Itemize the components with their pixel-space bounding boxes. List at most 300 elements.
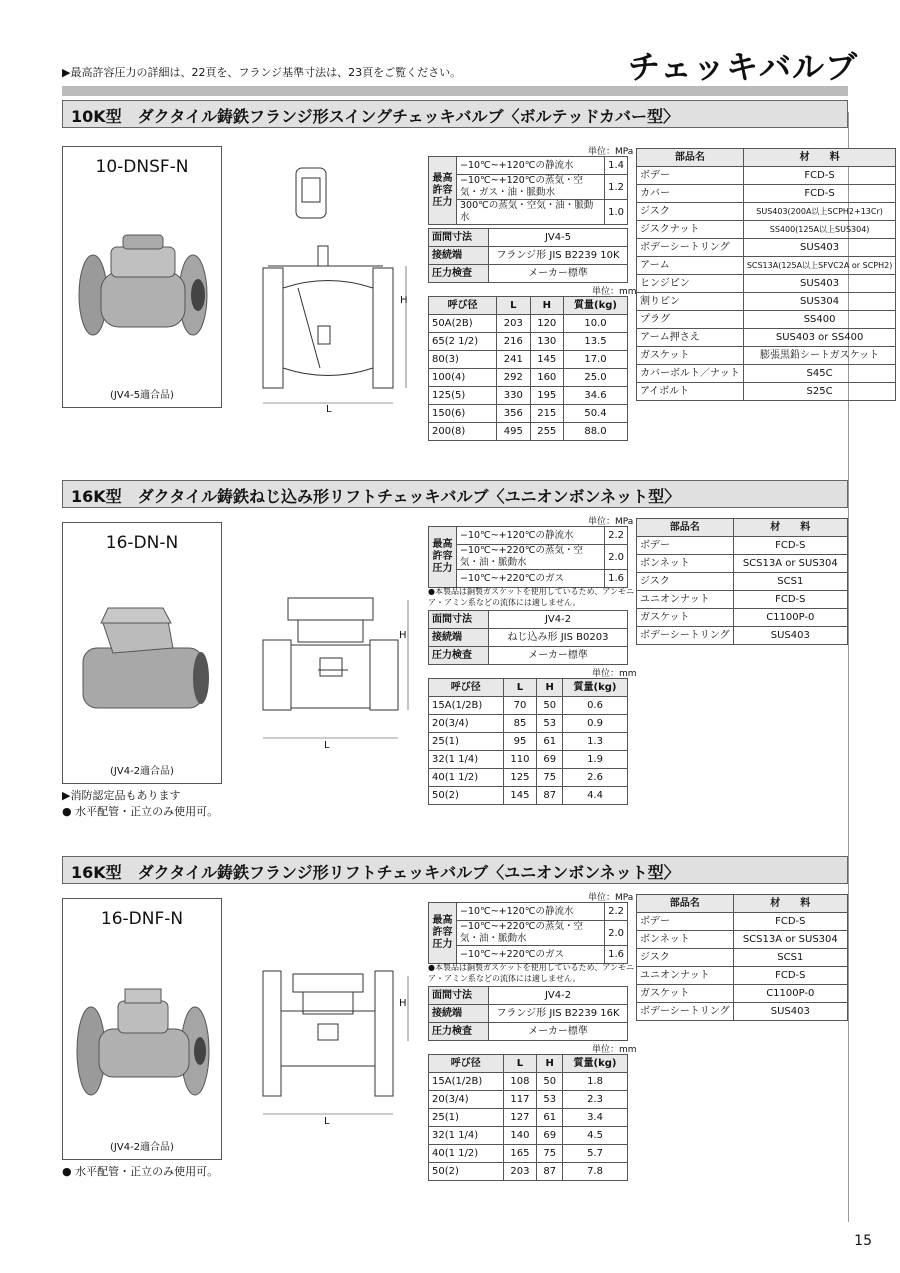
dimension-cell: 2.3 [563,1091,628,1109]
part-name: アイボルト [637,383,744,401]
dimension-cell: 15A(1/2B) [429,697,504,715]
pressure-label-char: 力 [442,563,453,574]
part-name: プラグ [637,311,744,329]
dimension-row [429,423,628,441]
dimension-row [429,1145,628,1163]
dimension-cell: 95 [503,733,537,751]
spec-value: メーカー標準 [489,1023,628,1041]
spec-value: ねじ込み形 JIS B0203 [489,629,628,647]
part-material: 膨張黒鉛シートガスケット [743,347,896,365]
parts-table [636,148,896,401]
dimension-cell: 4.5 [563,1127,628,1145]
part-name: ガスケット [637,347,744,365]
title-bar [62,86,848,96]
parts-header-cell: 部品名 [637,519,734,537]
part-material: SCS13A(125A以上SFVC2A or SCPH2) [743,257,896,275]
header-note: ▶最高許容圧力の詳細は、22頁を、フランジ基準寸法は、23頁をご覧ください。 [62,66,462,79]
part-material: SUS403 [733,627,847,645]
product-photo-frame [62,522,222,784]
dimension-cell: 125(5) [429,387,497,405]
pressure-table [428,526,628,588]
material-note: ●本製品は銅製ガスケットを使用しているため、アンモニア・アミン系などの流体には適しません。 [428,963,634,983]
product-photo-frame [62,146,222,408]
dimension-cell: 50(2) [429,787,504,805]
pressure-value: 1.4 [605,157,628,175]
pressure-condition: −10℃~+120℃の静流水 [457,903,605,921]
dimension-cell: 130 [530,333,563,351]
pressure-condition: −10℃~+220℃のガス [457,946,605,964]
parts-row [637,293,896,311]
pressure-label-char: 圧 [432,939,443,950]
spec-key: 圧力検査 [429,1023,489,1041]
spec-key: 接続端 [429,247,489,265]
part-name: アーム [637,257,744,275]
dimension-cell: 34.6 [563,387,627,405]
parts-row [637,167,896,185]
part-material: C1100P-0 [733,609,847,627]
dimension-cell: 50 [537,697,563,715]
section-heading: 16K型 ダクタイル鋳鉄ねじ込み形リフトチェッキバルブ〈ユニオンボンネット型〉 [62,480,848,508]
part-name: ガスケット [637,609,734,627]
dimension-cell: 200(8) [429,423,497,441]
pressure-value: 2.2 [605,903,628,921]
footnote: ● 水平配管・正立のみ使用可。 [62,805,219,818]
dimension-cell: 53 [537,1091,563,1109]
dimension-cell: 50 [537,1073,563,1091]
dimension-header-cell: H [530,297,563,315]
spec-row [429,229,628,247]
dimension-cell: 165 [503,1145,537,1163]
dimension-cell: 5.7 [563,1145,628,1163]
dimension-cell: 20(3/4) [429,715,504,733]
dimension-cell: 10.0 [563,315,627,333]
dimension-row [429,1073,628,1091]
spec-value: JV4-2 [489,987,628,1005]
part-name: ジスク [637,203,744,221]
part-name: ユニオンナット [637,591,734,609]
compat-note: (JV4-2適合品) [110,766,174,777]
part-material: FCD-S [733,591,847,609]
pressure-value: 2.2 [605,527,628,545]
dimension-header-cell: 呼び径 [429,297,497,315]
dimension-cell: 150(6) [429,405,497,423]
spec-value: フランジ形 JIS B2239 10K [489,247,628,265]
parts-row [637,1003,848,1021]
spec-key: 圧力検査 [429,265,489,283]
svg-text:H: H [400,295,408,306]
dimension-cell: 241 [497,351,530,369]
dimension-row [429,1163,628,1181]
model-number: 16-DN-N [105,533,179,553]
dimension-table [428,678,628,805]
dimension-cell: 203 [497,315,530,333]
dimension-cell: 0.9 [563,715,628,733]
pressure-label-char: 最 [432,539,443,550]
spec-row [429,647,628,665]
parts-row [637,203,896,221]
pressure-value: 2.0 [605,921,628,946]
page-title: チェッキバルブ [628,48,859,86]
parts-header-cell: 材 料 [743,149,896,167]
parts-row [637,931,848,949]
dimension-unit: 単位：mm [592,287,637,297]
dimension-header-cell: H [537,1055,563,1073]
dimension-row [429,333,628,351]
product-photo-frame [62,898,222,1160]
dimension-row [429,387,628,405]
part-name: ボンネット [637,555,734,573]
part-material: SUS403 [733,1003,847,1021]
dimension-header-cell: H [537,679,563,697]
footnote: ● 水平配管・正立のみ使用可。 [62,1165,219,1178]
dimension-cell: 4.4 [563,787,628,805]
dimension-cell: 13.5 [563,333,627,351]
pressure-condition: 300℃の蒸気・空気・油・脈動水 [457,200,605,225]
pressure-value: 1.2 [605,175,628,200]
model-number: 16-DNF-N [100,909,184,929]
dimension-header-cell: 質量(kg) [563,297,627,315]
pressure-value: 1.0 [605,200,628,225]
part-name: カバー [637,185,744,203]
part-name: 割りピン [637,293,744,311]
spec-table [428,610,628,665]
pressure-label-char: 最 [432,915,443,926]
part-material: FCD-S [733,537,847,555]
pressure-label-char: 容 [442,927,453,938]
part-material: FCD-S [733,967,847,985]
dimension-row [429,715,628,733]
pressure-label-char: 最 [432,172,443,184]
parts-row [637,555,848,573]
part-name: ユニオンナット [637,967,734,985]
part-material: S25C [743,383,896,401]
part-material: SCS13A or SUS304 [733,555,847,573]
svg-text:H: H [399,630,407,641]
compat-note: (JV4-5適合品) [110,390,174,401]
parts-row [637,329,896,347]
part-material: SUS403 or SS400 [743,329,896,347]
pressure-label [429,527,457,588]
spec-row [429,265,628,283]
dimension-cell: 7.8 [563,1163,628,1181]
pressure-table [428,156,628,225]
dimension-header-cell: L [503,679,537,697]
part-name: ボデーシートリング [637,239,744,257]
pressure-label-char: 許 [432,927,443,938]
part-material: FCD-S [743,185,896,203]
spec-row [429,1005,628,1023]
section-drawing [258,966,423,1130]
parts-row [637,239,896,257]
part-material: SUS403(200A以上SCPH2+13Cr) [743,203,896,221]
dimension-cell: 125 [503,769,537,787]
dimension-cell: 20(3/4) [429,1091,504,1109]
footnote: ▶消防認定品もあります [62,789,181,802]
part-material: C1100P-0 [733,985,847,1003]
dimension-cell: 87 [537,787,563,805]
pressure-label-char: 許 [432,184,443,196]
dimension-row [429,751,628,769]
dimension-cell: 40(1 1/2) [429,1145,504,1163]
dimension-cell: 87 [537,1163,563,1181]
part-name: ジスク [637,573,734,591]
dimension-cell: 1.9 [563,751,628,769]
page-number: 15 [854,1233,872,1249]
pressure-label [429,157,457,225]
dimension-table [428,296,628,441]
parts-row [637,311,896,329]
svg-text:H: H [399,998,407,1009]
pressure-condition: −10℃~+120℃の静流水 [457,157,605,175]
dimension-cell: 69 [537,751,563,769]
parts-header-cell: 部品名 [637,895,734,913]
spec-value: フランジ形 JIS B2239 16K [489,1005,628,1023]
dimension-cell: 0.6 [563,697,628,715]
dimension-row [429,1091,628,1109]
dimension-row [429,697,628,715]
dimension-cell: 3.4 [563,1109,628,1127]
dimension-cell: 25(1) [429,1109,504,1127]
dimension-cell: 80(3) [429,351,497,369]
model-number: 10-DNSF-N [95,157,189,177]
spec-key: 圧力検査 [429,647,489,665]
svg-text:L: L [326,404,332,413]
part-material: SUS304 [743,293,896,311]
part-name: ボデー [637,537,734,555]
spec-table [428,986,628,1041]
dimension-cell: 203 [503,1163,537,1181]
parts-row [637,275,896,293]
dimension-cell: 117 [503,1091,537,1109]
parts-row [637,221,896,239]
dimension-unit: 単位：mm [592,1045,637,1055]
dimension-cell: 292 [497,369,530,387]
spec-key: 接続端 [429,629,489,647]
pressure-unit: 単位：MPa [588,517,634,527]
dimension-table [428,1054,628,1181]
parts-row [637,967,848,985]
parts-header [637,895,848,913]
dimension-row [429,1109,628,1127]
pressure-label-char: 力 [442,196,453,208]
pressure-label-char: 高 [442,539,453,550]
dimension-cell: 50(2) [429,1163,504,1181]
dimension-cell: 50.4 [563,405,627,423]
pressure-label [429,903,457,964]
parts-row [637,573,848,591]
pressure-value: 1.6 [605,570,628,588]
parts-header [637,519,848,537]
pressure-row [429,903,628,921]
part-name: ボデー [637,913,734,931]
part-name: ボデー [637,167,744,185]
spec-row [429,247,628,265]
dimension-row [429,787,628,805]
dimension-header [429,1055,628,1073]
parts-row [637,627,848,645]
part-material: SCS13A or SUS304 [733,931,847,949]
dimension-unit: 単位：mm [592,669,637,679]
dimension-cell: 25(1) [429,733,504,751]
dimension-cell: 53 [537,715,563,733]
dimension-header [429,679,628,697]
dimension-cell: 145 [503,787,537,805]
part-material: SUS403 [743,275,896,293]
pressure-label-char: 容 [442,551,453,562]
pressure-row [429,157,628,175]
dimension-cell: 32(1 1/4) [429,1127,504,1145]
dimension-cell: 1.3 [563,733,628,751]
parts-row [637,949,848,967]
spec-key: 面間寸法 [429,229,489,247]
dimension-cell: 110 [503,751,537,769]
parts-header-cell: 材 料 [733,519,847,537]
pressure-condition: −10℃~+120℃の蒸気・空気・ガス・油・脈動水 [457,175,605,200]
dimension-cell: 108 [503,1073,537,1091]
part-name: ジスク [637,949,734,967]
part-name: ガスケット [637,985,734,1003]
dimension-cell: 17.0 [563,351,627,369]
dimension-cell: 215 [530,405,563,423]
dimension-row [429,769,628,787]
dimension-cell: 75 [537,769,563,787]
dimension-cell: 50A(2B) [429,315,497,333]
part-material: S45C [743,365,896,383]
spec-row [429,987,628,1005]
dimension-cell: 70 [503,697,537,715]
pressure-row [429,946,628,964]
parts-row [637,347,896,365]
part-material: SS400(125A以上SUS304) [743,221,896,239]
part-material: SCS1 [733,949,847,967]
dimension-cell: 140 [503,1127,537,1145]
dimension-header-cell: 呼び径 [429,1055,504,1073]
pressure-label-char: 高 [442,915,453,926]
pressure-row [429,921,628,946]
section-drawing [258,158,423,417]
dimension-cell: 65(2 1/2) [429,333,497,351]
parts-row [637,257,896,275]
dimension-cell: 85 [503,715,537,733]
dimension-cell: 15A(1/2B) [429,1073,504,1091]
pressure-row [429,570,628,588]
dimension-cell: 216 [497,333,530,351]
pressure-row [429,545,628,570]
dimension-cell: 75 [537,1145,563,1163]
pressure-row [429,200,628,225]
pressure-label-char: 圧 [432,563,443,574]
pressure-condition: −10℃~+120℃の静流水 [457,527,605,545]
svg-text:L: L [324,740,330,750]
section-heading: 16K型 ダクタイル鋳鉄フランジ形リフトチェッキバルブ〈ユニオンボンネット型〉 [62,856,848,884]
parts-row [637,383,896,401]
dimension-cell: 32(1 1/4) [429,751,504,769]
dimension-header-cell: L [503,1055,537,1073]
dimension-cell: 40(1 1/2) [429,769,504,787]
part-name: ボンネット [637,931,734,949]
material-note: ●本製品は銅製ガスケットを使用しているため、アンモニア・アミン系などの流体には適しません。 [428,587,634,607]
dimension-row [429,733,628,751]
parts-header-cell: 材 料 [733,895,847,913]
parts-table [636,894,848,1021]
pressure-unit: 単位：MPa [588,147,634,157]
pressure-label-char: 高 [442,172,453,184]
dimension-header-cell: 質量(kg) [563,679,628,697]
section-heading: 10K型 ダクタイル鋳鉄フランジ形スイングチェッキバルブ〈ボルテッドカバー型〉 [62,100,848,128]
pressure-unit: 単位：MPa [588,893,634,903]
dimension-row [429,315,628,333]
dimension-cell: 61 [537,1109,563,1127]
spec-key: 接続端 [429,1005,489,1023]
dimension-row [429,369,628,387]
spec-key: 面間寸法 [429,611,489,629]
part-name: ヒンジピン [637,275,744,293]
pressure-value: 2.0 [605,545,628,570]
spec-value: JV4-2 [489,611,628,629]
part-material: FCD-S [743,167,896,185]
pressure-row [429,175,628,200]
pressure-value: 1.6 [605,946,628,964]
pressure-condition: −10℃~+220℃の蒸気・空気・油・脈動水 [457,545,605,570]
parts-header-cell: 部品名 [637,149,744,167]
spec-table [428,228,628,283]
pressure-row [429,527,628,545]
dimension-cell: 356 [497,405,530,423]
spec-row [429,611,628,629]
dimension-cell: 160 [530,369,563,387]
part-name: ボデーシートリング [637,1003,734,1021]
pressure-label-char: 力 [442,939,453,950]
parts-row [637,537,848,555]
pressure-condition: −10℃~+220℃の蒸気・空気・油・脈動水 [457,921,605,946]
spec-value: メーカー標準 [489,265,628,283]
pressure-label-char: 許 [432,551,443,562]
dimension-cell: 100(4) [429,369,497,387]
spec-row [429,629,628,647]
dimension-cell: 255 [530,423,563,441]
parts-table [636,518,848,645]
dimension-header [429,297,628,315]
dimension-cell: 2.6 [563,769,628,787]
dimension-cell: 195 [530,387,563,405]
dimension-cell: 145 [530,351,563,369]
parts-header [637,149,896,167]
spec-key: 面間寸法 [429,987,489,1005]
dimension-row [429,405,628,423]
dimension-row [429,1127,628,1145]
dimension-cell: 127 [503,1109,537,1127]
dimension-header-cell: L [497,297,530,315]
section-drawing [258,590,423,754]
pressure-table [428,902,628,964]
compat-note: (JV4-2適合品) [110,1142,174,1153]
parts-row [637,365,896,383]
parts-row [637,609,848,627]
part-material: SS400 [743,311,896,329]
pressure-label-char: 圧 [432,196,443,208]
part-material: FCD-S [733,913,847,931]
parts-row [637,913,848,931]
parts-row [637,985,848,1003]
part-material: SUS403 [743,239,896,257]
dimension-cell: 25.0 [563,369,627,387]
part-name: ジスクナット [637,221,744,239]
parts-row [637,185,896,203]
part-name: アーム押さえ [637,329,744,347]
parts-row [637,591,848,609]
part-material: SCS1 [733,573,847,591]
dimension-cell: 69 [537,1127,563,1145]
